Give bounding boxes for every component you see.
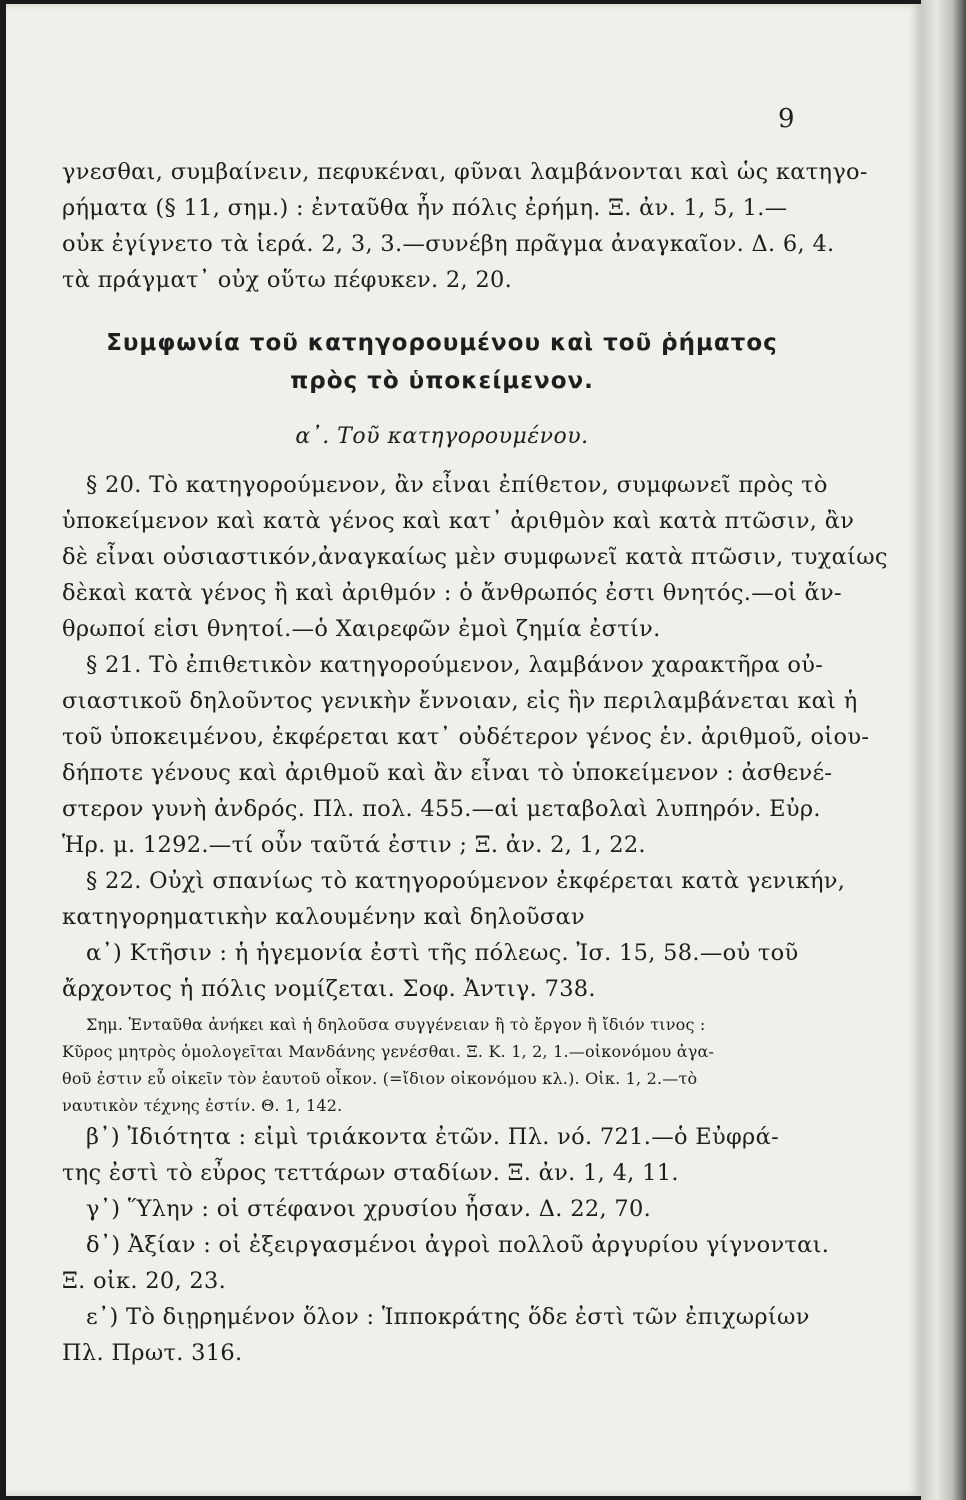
paragraph-21-line: σιαστικοῦ δηλοῦντος γενικὴν ἔννοιαν, εἰς ἣν περιλαμβάνεται καὶ ἡ xyxy=(62,688,858,714)
item-d-line: Ξ. οἰκ. 20, 23. xyxy=(62,1268,227,1294)
text-line: οὐκ ἐγίγνετο τὰ ἱερά. 2, 3, 3.—συνέβη πρᾶγμα ἀναγκαῖον. Δ. 6, 4. xyxy=(62,231,835,257)
page-number: 9 xyxy=(778,104,796,134)
text-line: τὰ πράγματ᾽ οὐχ οὕτω πέφυκεν. 2, 20. xyxy=(62,267,513,293)
paragraph-20-line: § 20. Τὸ κατηγορούμενον, ἂν εἶναι ἐπίθετον, συμφωνεῖ πρὸς τὸ xyxy=(86,472,828,498)
page-body xyxy=(62,154,888,1371)
item-a-line: α᾽) Κτῆσιν : ἡ ἡγεμονία ἐστὶ τῆς πόλεως. Ἰσ. 15, 58.—οὐ τοῦ xyxy=(86,940,799,966)
paragraph-20-line: δὲ εἶναι οὐσιαστικόν,ἀναγκαίως μὲν συμφωνεῖ κατὰ πτῶσιν, τυχαίως xyxy=(62,544,888,570)
paragraph-21-line: δήποτε γένους καὶ ἀριθμοῦ καὶ ἂν εἶναι τὸ ὑποκείμενον : ἀσθενέ- xyxy=(62,760,833,786)
footnote-line: ναυτικὸν τέχνης ἐστίν. Θ. 1, 142. xyxy=(62,1096,343,1115)
item-d-line: δ᾽) Ἀξίαν : οἱ ἐξειργασμένοι ἀγροὶ πολλοῦ ἀργυρίου γίγνονται. xyxy=(86,1232,830,1258)
book-page xyxy=(6,4,921,1496)
footnote-line: Κῦρος μητρὸς ὁμολογεῖται Μανδάνης γενέσθαι. Ξ. Κ. 1, 2, 1.—οἰκονόμου ἀγα- xyxy=(62,1042,715,1061)
paragraph-21-line: § 21. Τὸ ἐπιθετικὸν κατηγορούμενον, λαμβάνον χαρακτῆρα οὐ- xyxy=(86,652,824,678)
item-a-line: ἄρχοντος ἡ πόλις νομίζεται. Σοφ. Ἀντιγ. 738. xyxy=(62,976,596,1002)
section-heading-line2: πρὸς τὸ ὑποκείμενον. xyxy=(290,368,594,394)
text-line: ρήματα (§ 11, σημ.) : ἐνταῦθα ἦν πόλις ἐρήμη. Ξ. ἀν. 1, 5, 1.— xyxy=(62,195,788,221)
item-b-line: β᾽) Ἰδιότητα : εἰμὶ τριάκοντα ἐτῶν. Πλ. νό. 721.—ὁ Εὐφρά- xyxy=(86,1124,779,1150)
item-b-line: της ἐστὶ τὸ εὖρος τεττάρων σταδίων. Ξ. ἀν. 1, 4, 11. xyxy=(62,1160,679,1186)
paragraph-21-line: Ἡρ. μ. 1292.—τί οὖν ταῦτά ἐστιν ; Ξ. ἀν. 2, 1, 22. xyxy=(62,832,646,858)
paragraph-21-line: στερον γυνὴ ἀνδρός. Πλ. πολ. 455.—αἱ μεταβολαὶ λυπηρόν. Εὐρ. xyxy=(62,796,821,822)
item-e-line: ε᾽) Τὸ διῃρημένον ὅλον : Ἱπποκράτης ὅδε ἐστὶ τῶν ἐπιχωρίων xyxy=(86,1304,810,1330)
paragraph-21-line: τοῦ ὑποκειμένου, ἐκφέρεται κατ᾽ οὐδέτερον γένος ἑν. ἀριθμοῦ, οἱου- xyxy=(62,724,870,750)
item-c-line: γ᾽) Ὕλην : οἱ στέφανοι χρυσίου ἦσαν. Δ. 22, 70. xyxy=(86,1196,652,1222)
subsection-heading: α᾽. Τοῦ κατηγορουμένου. xyxy=(295,424,589,449)
paragraph-20-line: θρωποί εἰσι θνητοί.—ὁ Χαιρεφῶν ἐμοὶ ζημία ἐστίν. xyxy=(62,616,661,642)
text-line: γνεσθαι, συμβαίνειν, πεφυκέναι, φῦναι λαμβάνονται καὶ ὡς κατηγο- xyxy=(62,159,868,185)
footnote-line: θοῦ ἐστιν εὖ οἰκεῖν τὸν ἑαυτοῦ οἶκον. (=ἴδιον οἰκονόμου κλ.). Οἰκ. 1, 2.—τὸ xyxy=(62,1069,698,1088)
section-heading: Συμφωνία τοῦ κατηγορουμένου καὶ τοῦ ῥήματος xyxy=(106,330,778,356)
item-e-line: Πλ. Πρωτ. 316. xyxy=(62,1340,243,1366)
paragraph-20-line: δὲκαὶ κατὰ γένος ἢ καὶ ἀριθμόν : ὁ ἄνθρωπός ἐστι θνητός.—οἱ ἄν- xyxy=(62,580,842,606)
paragraph-20-line: ὑποκείμενον καὶ κατὰ γένος καὶ κατ᾽ ἀριθμὸν καὶ κατὰ πτῶσιν, ἂν xyxy=(62,508,855,534)
paragraph-22-line: κατηγορηματικὴν καλουμένην καὶ δηλοῦσαν xyxy=(62,904,586,930)
book-fore-edge xyxy=(921,0,966,1500)
paragraph-22-line: § 22. Οὐχὶ σπανίως τὸ κατηγορούμενον ἐκφέρεται κατὰ γενικήν, xyxy=(86,868,846,894)
footnote-line: Σημ. Ἐνταῦθα ἀνήκει καὶ ἡ δηλοῦσα συγγένειαν ἢ τὸ ἔργον ἢ ἴδιόν τινος : xyxy=(86,1015,706,1034)
